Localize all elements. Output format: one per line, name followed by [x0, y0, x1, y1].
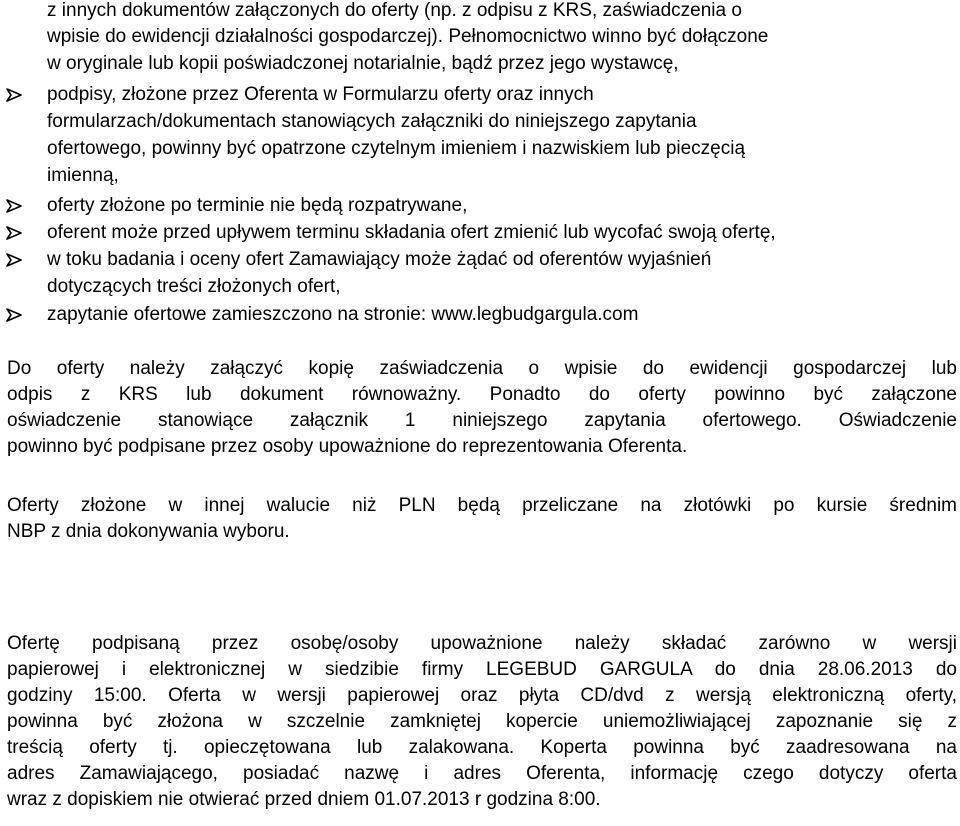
paragraph-line: Ofertę podpisaną przez osobę/osoby upoważnione należy składać zarówno w wersji	[7, 633, 957, 654]
bullet-text: imienną,	[47, 165, 119, 186]
paragraph-currency	[7, 493, 957, 545]
bullet-text: oferty złożone po terminie nie będą rozpatrywane,	[47, 195, 468, 216]
arrow-bullet-icon	[4, 193, 24, 219]
arrow-bullet-icon	[4, 302, 24, 328]
paragraph-line: godziny 15:00. Oferta w wersji papierowej oraz płyta CD/dvd z wersją elektroniczną oferty,	[7, 685, 957, 706]
bullet-text: ofertowego, powinny być opatrzone czytelnym imieniem i nazwiskiem lub pieczęcią	[47, 138, 746, 159]
paragraph-line: powinna być złożona w szczelnie zamkniętej kopercie uniemożliwiającej zapoznanie się z	[7, 711, 957, 732]
bullet-text: formularzach/dokumentach stanowiących załączniki do niniejszego zapytania	[47, 111, 697, 132]
paragraph-line: wraz z dopiskiem nie otwierać przed dniem 01.07.2013 r godzina 8:00.	[7, 789, 601, 810]
paragraph-attachments	[7, 356, 957, 460]
arrow-bullet-icon	[4, 247, 24, 273]
paragraph-submission	[7, 631, 957, 813]
paragraph-line: NBP z dnia dokonywania wyboru.	[7, 521, 290, 542]
continuation-line: wpisie do ewidencji działalności gospodarczej). Pełnomocnictwo winno być dołączone	[47, 26, 769, 47]
bullet-text: zapytanie ofertowe zamieszczono na stronie: www.legbudgargula.com	[47, 304, 639, 325]
paragraph-line: treścią oferty tj. opieczętowana lub zalakowana. Koperta powinna być zaadresowana na	[7, 737, 957, 758]
paragraph-line: papierowej i elektronicznej w siedzibie firmy LEGEBUD GARGULA do dnia 28.06.2013 do	[7, 659, 957, 680]
continuation-line: z innych dokumentów załączonych do oferty (np. z odpisu z KRS, zaświadczenia o	[47, 0, 742, 21]
bullet-text: podpisy, złożone przez Oferenta w Formularzu oferty oraz innych	[47, 84, 594, 105]
paragraph-line: oświadczenie stanowiące załącznik 1 niniejszego zapytania ofertowego. Oświadczenie	[7, 410, 957, 431]
arrow-bullet-icon	[4, 220, 24, 246]
arrow-bullet-icon	[4, 82, 24, 108]
paragraph-line: odpis z KRS lub dokument równoważny. Ponadto do oferty powinno być załączone	[7, 384, 957, 405]
paragraph-line: adres Zamawiającego, posiadać nazwę i adres Oferenta, informację czego dotyczy oferta	[7, 763, 957, 784]
paragraph-line: Do oferty należy załączyć kopię zaświadczenia o wpisie do ewidencji gospodarczej lub	[7, 358, 957, 379]
paragraph-line: Oferty złożone w innej walucie niż PLN będą przeliczane na złotówki po kursie średnim	[7, 495, 957, 516]
bullet-text: w toku badania i oceny ofert Zamawiający może żądać od oferentów wyjaśnień	[47, 249, 712, 270]
continuation-line: w oryginale lub kopii poświadczonej notarialnie, bądź przez jego wystawcę,	[47, 53, 679, 74]
bullet-text: oferent może przed upływem terminu składania ofert zmienić lub wycofać swoją ofertę,	[47, 222, 776, 243]
paragraph-line: powinno być podpisane przez osoby upoważnione do reprezentowania Oferenta.	[7, 436, 688, 457]
bullet-text: dotyczących treści złożonych ofert,	[47, 276, 341, 297]
